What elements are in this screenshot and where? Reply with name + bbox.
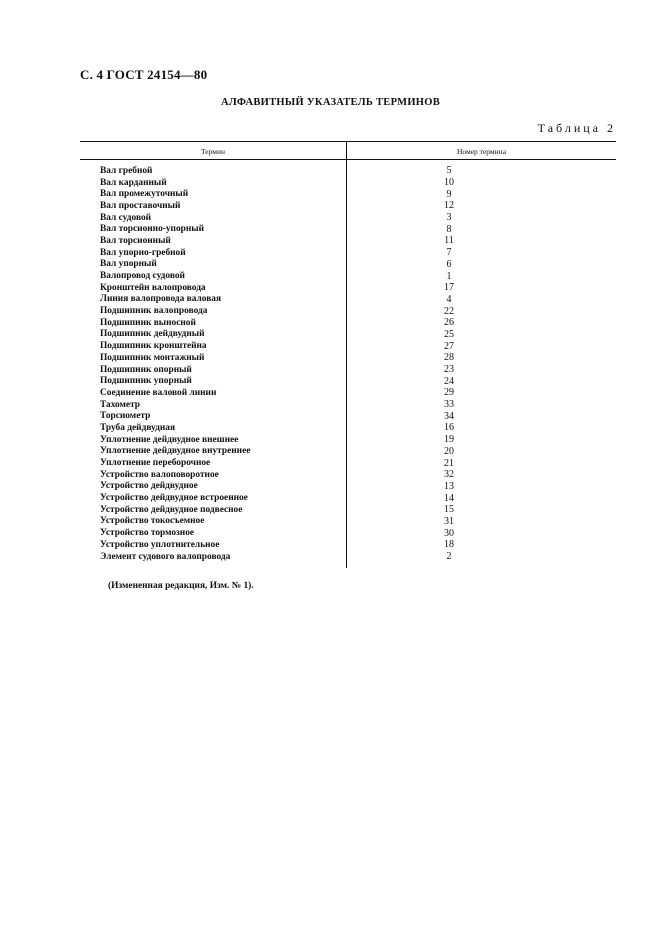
table-row xyxy=(80,399,616,411)
table-row xyxy=(80,294,616,306)
table-row xyxy=(80,504,616,516)
term-number-cell: 4 xyxy=(446,293,452,305)
table-row xyxy=(80,410,616,422)
term-number-cell: 3 xyxy=(446,212,452,224)
term-cell: Труба дейдвудная xyxy=(100,422,176,433)
term-number-cell: 27 xyxy=(444,340,454,352)
term-cell: Устройство уплотнительное xyxy=(100,539,220,550)
column-header-number: Номер термина xyxy=(456,147,507,156)
table-row xyxy=(80,188,616,200)
term-number-cell: 20 xyxy=(444,445,454,457)
term-cell: Уплотнение дейдвудное внешнее xyxy=(100,434,239,445)
term-cell: Торсиометр xyxy=(100,411,151,422)
table-body xyxy=(80,165,616,562)
term-number-cell: 32 xyxy=(444,469,454,481)
term-cell: Вал карданный xyxy=(100,177,167,188)
table-row xyxy=(80,305,616,317)
term-cell: Вал торсионно-упорный xyxy=(100,224,204,235)
term-cell: Подшипник монтажный xyxy=(100,352,205,363)
term-cell: Вал упорно-гребной xyxy=(100,247,186,258)
term-cell: Подшипник дейдвудный xyxy=(100,329,205,340)
page-title: АЛФАВИТНЫЙ УКАЗАТЕЛЬ ТЕРМИНОВ xyxy=(220,97,441,108)
term-cell: Кронштейн валопровода xyxy=(100,282,206,293)
term-number-cell: 25 xyxy=(444,328,454,340)
term-number-cell: 29 xyxy=(444,387,454,399)
table-row xyxy=(80,235,616,247)
term-number-cell: 21 xyxy=(444,457,454,469)
amendment-note: (Измененная редакция, Изм. № 1). xyxy=(108,581,254,591)
table-row xyxy=(80,481,616,493)
table-row xyxy=(80,434,616,446)
term-cell: Подшипник валопровода xyxy=(100,306,208,317)
term-number-cell: 14 xyxy=(444,492,454,504)
table-row xyxy=(80,469,616,481)
table-row xyxy=(80,259,616,271)
term-number-cell: 31 xyxy=(444,515,454,527)
term-cell: Устройство токосъемное xyxy=(100,516,205,527)
table-row xyxy=(80,247,616,259)
term-number-cell: 12 xyxy=(444,200,454,212)
term-number-cell: 8 xyxy=(446,223,452,235)
term-number-cell: 5 xyxy=(446,165,452,177)
term-number-cell: 26 xyxy=(444,317,454,329)
table-row xyxy=(80,340,616,352)
term-cell: Валопровод судовой xyxy=(100,271,185,282)
term-cell: Уплотнение переборочное xyxy=(100,458,211,469)
term-cell: Подшипник выносной xyxy=(100,317,196,328)
term-number-cell: 22 xyxy=(444,305,454,317)
table-row xyxy=(80,387,616,399)
term-cell: Вал упорный xyxy=(100,259,157,270)
term-cell: Соединение валовой линии xyxy=(100,387,217,398)
term-number-cell: 11 xyxy=(444,235,454,247)
table-top-rule xyxy=(80,141,616,142)
term-number-cell: 2 xyxy=(446,551,452,563)
term-cell: Вал проставочный xyxy=(100,200,181,211)
table-row xyxy=(80,165,616,177)
term-number-cell: 30 xyxy=(444,527,454,539)
term-cell: Элемент судового валопровода xyxy=(100,551,231,562)
table-row xyxy=(80,177,616,189)
term-number-cell: 16 xyxy=(444,422,454,434)
term-number-cell: 24 xyxy=(444,375,454,387)
term-number-cell: 17 xyxy=(444,282,454,294)
table-row xyxy=(80,539,616,551)
term-number-cell: 19 xyxy=(444,434,454,446)
term-cell: Устройство дейдвудное подвесное xyxy=(100,504,243,515)
term-cell: Подшипник кронштейна xyxy=(100,341,207,352)
table-header-rule xyxy=(80,159,616,160)
table-row xyxy=(80,551,616,563)
running-head: С. 4 ГОСТ 24154—80 xyxy=(80,67,208,82)
term-number-cell: 13 xyxy=(444,480,454,492)
table-row xyxy=(80,364,616,376)
term-number-cell: 7 xyxy=(446,247,452,259)
term-number-cell: 18 xyxy=(444,539,454,551)
table-label: Таблица 2 xyxy=(537,121,616,135)
term-cell: Устройство тормозное xyxy=(100,528,195,539)
term-cell: Подшипник опорный xyxy=(100,364,192,375)
term-cell: Вал гребной xyxy=(100,165,153,176)
column-header-term: Термин xyxy=(200,147,226,156)
table-row xyxy=(80,282,616,294)
term-number-cell: 28 xyxy=(444,352,454,364)
term-number-cell: 34 xyxy=(444,410,454,422)
term-cell: Вал промежуточный xyxy=(100,189,189,200)
term-cell: Тахометр xyxy=(100,399,141,410)
table-row xyxy=(80,352,616,364)
table-row xyxy=(80,329,616,341)
table-row xyxy=(80,200,616,212)
term-cell: Подшипник упорный xyxy=(100,376,192,387)
table-row xyxy=(80,375,616,387)
term-cell: Линия валопровода валовая xyxy=(100,294,222,305)
term-number-cell: 33 xyxy=(444,399,454,411)
term-number-cell: 10 xyxy=(444,177,454,189)
table-row xyxy=(80,223,616,235)
table-row xyxy=(80,422,616,434)
term-number-cell: 15 xyxy=(444,504,454,516)
table-row xyxy=(80,492,616,504)
term-cell: Вал торсионный xyxy=(100,235,171,246)
term-number-cell: 23 xyxy=(444,364,454,376)
term-number-cell: 1 xyxy=(446,270,452,282)
table-row xyxy=(80,446,616,458)
table-row xyxy=(80,527,616,539)
table-row xyxy=(80,457,616,469)
term-number-cell: 6 xyxy=(446,258,452,270)
term-cell: Устройство дейдвудное xyxy=(100,481,198,492)
table-row xyxy=(80,516,616,528)
table-row xyxy=(80,270,616,282)
term-cell: Уплотнение дейдвудное внутреннее xyxy=(100,446,251,457)
term-number-cell: 9 xyxy=(446,188,452,200)
table-row xyxy=(80,212,616,224)
term-cell: Устройство валоповоротное xyxy=(100,469,219,480)
table-row xyxy=(80,317,616,329)
term-cell: Устройство дейдвудное встроенное xyxy=(100,493,248,504)
term-cell: Вал судовой xyxy=(100,212,152,223)
